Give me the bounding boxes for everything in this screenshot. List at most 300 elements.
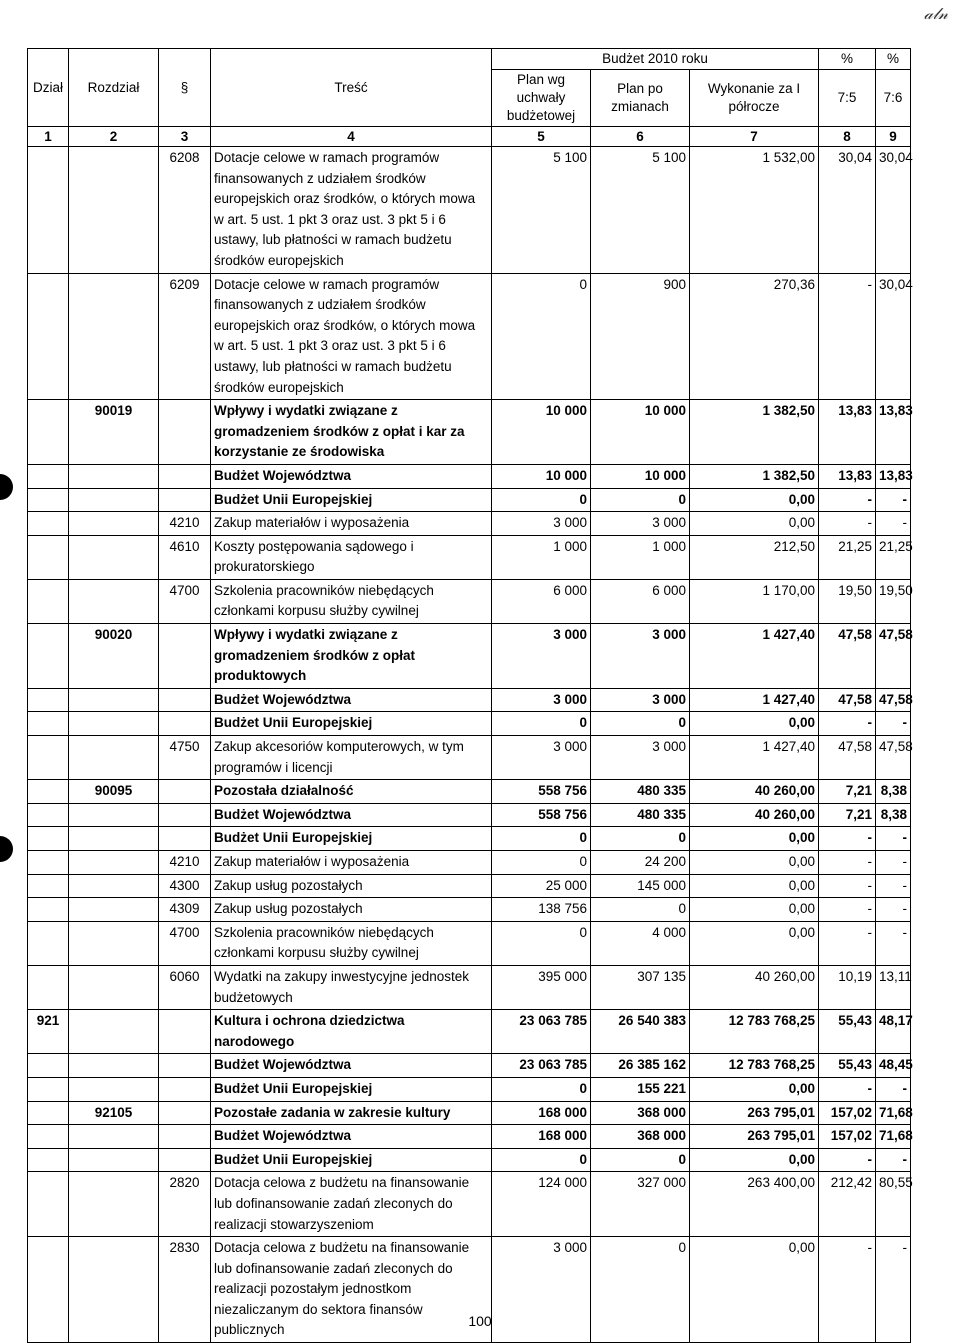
paragraf-cell [159, 688, 211, 712]
wykonanie-cell: 12 783 768,25 [690, 1010, 819, 1054]
plan-po-cell: 26 540 383 [591, 1010, 690, 1054]
plan-wg-cell: 1 000 [492, 535, 591, 579]
pct-7-5-cell: - [819, 1148, 876, 1172]
dzial-cell [28, 921, 69, 965]
table-row [28, 579, 911, 623]
rozdzial-cell [69, 965, 159, 1009]
plan-wg-cell: 0 [492, 488, 591, 512]
dzial-cell [28, 827, 69, 851]
dzial-cell [28, 874, 69, 898]
wykonanie-cell: 212,50 [690, 535, 819, 579]
wykonanie-cell: 263 795,01 [690, 1101, 819, 1125]
table-row [28, 851, 911, 875]
plan-wg-cell: 395 000 [492, 965, 591, 1009]
dzial-cell [28, 1054, 69, 1078]
table-row [28, 624, 911, 689]
wykonanie-cell: 263 795,01 [690, 1125, 819, 1149]
plan-po-cell: 6 000 [591, 579, 690, 623]
pct-7-6-cell: - [876, 712, 911, 736]
wykonanie-cell: 40 260,00 [690, 780, 819, 804]
header-plan-po: Plan po zmianach [591, 70, 690, 127]
pct-7-6-cell: - [876, 851, 911, 875]
rozdzial-cell [69, 535, 159, 579]
description-cell: Zakup usług pozostałych [211, 874, 492, 898]
paragraf-cell [159, 1077, 211, 1101]
table-row [28, 1148, 911, 1172]
description-cell: Szkolenia pracowników niebędących członkami korpusu służby cywilnej [211, 579, 492, 623]
col-number: 3 [159, 127, 211, 147]
plan-po-cell: 0 [591, 1237, 690, 1343]
pct-7-5-cell: 47,58 [819, 688, 876, 712]
plan-po-cell: 5 100 [591, 147, 690, 274]
rozdzial-cell [69, 1148, 159, 1172]
rozdzial-cell [69, 1125, 159, 1149]
table-row [28, 1077, 911, 1101]
pct-7-5-cell: - [819, 273, 876, 400]
wykonanie-cell: 0,00 [690, 512, 819, 536]
punch-hole-bottom [0, 836, 13, 862]
dzial-cell [28, 512, 69, 536]
pct-7-6-cell: - [876, 488, 911, 512]
paragraf-cell [159, 803, 211, 827]
wykonanie-cell: 40 260,00 [690, 965, 819, 1009]
description-cell: Budżet Unii Europejskiej [211, 712, 492, 736]
dzial-cell [28, 965, 69, 1009]
pct-7-5-cell: - [819, 512, 876, 536]
pct-7-6-cell: 80,55 [876, 1172, 911, 1237]
header-pct1-top: % [819, 49, 876, 70]
dzial-cell [28, 535, 69, 579]
description-cell: Pozostała działalność [211, 780, 492, 804]
wykonanie-cell: 1 382,50 [690, 400, 819, 465]
plan-wg-cell: 5 100 [492, 147, 591, 274]
paragraf-cell: 4610 [159, 535, 211, 579]
dzial-cell [28, 898, 69, 922]
dzial-cell [28, 736, 69, 780]
table-row [28, 827, 911, 851]
col-number: 2 [69, 127, 159, 147]
plan-po-cell: 1 000 [591, 535, 690, 579]
plan-wg-cell: 23 063 785 [492, 1010, 591, 1054]
wykonanie-cell: 0,00 [690, 874, 819, 898]
pct-7-5-cell: 47,58 [819, 624, 876, 689]
pct-7-5-cell: - [819, 488, 876, 512]
plan-wg-cell: 25 000 [492, 874, 591, 898]
rozdzial-cell: 90095 [69, 780, 159, 804]
pct-7-6-cell: 30,04 [876, 147, 911, 274]
table-row [28, 400, 911, 465]
plan-po-cell: 0 [591, 488, 690, 512]
rozdzial-cell [69, 1010, 159, 1054]
plan-po-cell: 480 335 [591, 780, 690, 804]
table-row [28, 921, 911, 965]
wykonanie-cell: 1 427,40 [690, 624, 819, 689]
wykonanie-cell: 1 382,50 [690, 464, 819, 488]
pct-7-5-cell: - [819, 712, 876, 736]
table-row [28, 1172, 911, 1237]
plan-po-cell: 24 200 [591, 851, 690, 875]
rozdzial-cell [69, 874, 159, 898]
dzial-cell [28, 851, 69, 875]
paragraf-cell: 6208 [159, 147, 211, 274]
description-cell: Budżet Województwa [211, 803, 492, 827]
paragraf-cell [159, 1010, 211, 1054]
table-row [28, 147, 911, 274]
pct-7-5-cell: 21,25 [819, 535, 876, 579]
paragraf-cell: 4750 [159, 736, 211, 780]
paragraf-cell [159, 1054, 211, 1078]
plan-wg-cell: 0 [492, 851, 591, 875]
wykonanie-cell: 0,00 [690, 851, 819, 875]
pct-7-6-cell: 48,17 [876, 1010, 911, 1054]
paragraf-cell: 4309 [159, 898, 211, 922]
description-cell: Zakup materiałów i wyposażenia [211, 512, 492, 536]
rozdzial-cell [69, 827, 159, 851]
plan-po-cell: 327 000 [591, 1172, 690, 1237]
wykonanie-cell: 263 400,00 [690, 1172, 819, 1237]
description-cell: Pozostałe zadania w zakresie kultury [211, 1101, 492, 1125]
col-number: 9 [876, 127, 911, 147]
paragraf-cell: 4700 [159, 921, 211, 965]
dzial-cell [28, 1125, 69, 1149]
rozdzial-cell [69, 1172, 159, 1237]
wykonanie-cell: 0,00 [690, 1237, 819, 1343]
paragraf-cell [159, 712, 211, 736]
pct-7-6-cell: 8,38 [876, 780, 911, 804]
paragraf-cell: 2830 [159, 1237, 211, 1343]
plan-wg-cell: 0 [492, 273, 591, 400]
plan-wg-cell: 23 063 785 [492, 1054, 591, 1078]
wykonanie-cell: 270,36 [690, 273, 819, 400]
plan-po-cell: 0 [591, 1148, 690, 1172]
table-row [28, 535, 911, 579]
plan-wg-cell: 0 [492, 1148, 591, 1172]
column-number-row [28, 127, 911, 147]
plan-po-cell: 0 [591, 898, 690, 922]
description-cell: Kultura i ochrona dziedzictwa narodowego [211, 1010, 492, 1054]
pct-7-6-cell: 21,25 [876, 535, 911, 579]
wykonanie-cell: 0,00 [690, 921, 819, 965]
plan-wg-cell: 3 000 [492, 736, 591, 780]
wykonanie-cell: 0,00 [690, 1077, 819, 1101]
pct-7-6-cell: 13,83 [876, 400, 911, 465]
plan-po-cell: 145 000 [591, 874, 690, 898]
rozdzial-cell [69, 1054, 159, 1078]
plan-wg-cell: 10 000 [492, 400, 591, 465]
plan-po-cell: 3 000 [591, 736, 690, 780]
plan-wg-cell: 558 756 [492, 803, 591, 827]
description-cell: Budżet Unii Europejskiej [211, 827, 492, 851]
pct-7-6-cell: - [876, 827, 911, 851]
plan-wg-cell: 0 [492, 921, 591, 965]
wykonanie-cell: 0,00 [690, 827, 819, 851]
rozdzial-cell [69, 1077, 159, 1101]
pct-7-5-cell: 157,02 [819, 1101, 876, 1125]
paragraf-cell: 4210 [159, 851, 211, 875]
rozdzial-cell [69, 712, 159, 736]
dzial-cell [28, 712, 69, 736]
description-cell: Wydatki na zakupy inwestycyjne jednostek budżetowych [211, 965, 492, 1009]
description-cell: Dotacja celowa z budżetu na finansowanie lub dofinansowanie zadań zleconych do realizacji stowarzyszeniom [211, 1172, 492, 1237]
plan-wg-cell: 6 000 [492, 579, 591, 623]
wykonanie-cell: 1 427,40 [690, 736, 819, 780]
plan-wg-cell: 0 [492, 1077, 591, 1101]
table-row [28, 1010, 911, 1054]
pct-7-5-cell: - [819, 1077, 876, 1101]
table-row [28, 488, 911, 512]
paragraf-cell [159, 1125, 211, 1149]
dzial-cell [28, 1101, 69, 1125]
header-pct2-top: % [876, 49, 911, 70]
pct-7-6-cell: 8,38 [876, 803, 911, 827]
wykonanie-cell: 12 783 768,25 [690, 1054, 819, 1078]
table-row [28, 780, 911, 804]
pct-7-6-cell: - [876, 1077, 911, 1101]
pct-7-5-cell: 19,50 [819, 579, 876, 623]
dzial-cell [28, 1077, 69, 1101]
rozdzial-cell [69, 803, 159, 827]
paragraf-cell [159, 827, 211, 851]
pct-7-6-cell: - [876, 1237, 911, 1343]
pct-7-5-cell: 7,21 [819, 803, 876, 827]
wykonanie-cell: 1 532,00 [690, 147, 819, 274]
description-cell: Budżet Unii Europejskiej [211, 1077, 492, 1101]
description-cell: Budżet Unii Europejskiej [211, 488, 492, 512]
wykonanie-cell: 0,00 [690, 1148, 819, 1172]
pct-7-5-cell: 10,19 [819, 965, 876, 1009]
col-number: 7 [690, 127, 819, 147]
pct-7-6-cell: 13,83 [876, 464, 911, 488]
plan-wg-cell: 3 000 [492, 688, 591, 712]
rozdzial-cell [69, 898, 159, 922]
paragraf-cell [159, 624, 211, 689]
handwritten-mark: 𝒶𝓁𝓃 [924, 4, 948, 23]
table-row [28, 712, 911, 736]
plan-po-cell: 3 000 [591, 512, 690, 536]
rozdzial-cell: 90020 [69, 624, 159, 689]
paragraf-cell [159, 464, 211, 488]
page-number: 100 [468, 1313, 492, 1329]
rozdzial-cell: 90019 [69, 400, 159, 465]
paragraf-cell: 4210 [159, 512, 211, 536]
plan-wg-cell: 168 000 [492, 1125, 591, 1149]
plan-po-cell: 3 000 [591, 624, 690, 689]
wykonanie-cell: 40 260,00 [690, 803, 819, 827]
table-row [28, 464, 911, 488]
table-row [28, 688, 911, 712]
pct-7-6-cell: - [876, 921, 911, 965]
col-number: 5 [492, 127, 591, 147]
pct-7-6-cell: - [876, 874, 911, 898]
pct-7-5-cell: 30,04 [819, 147, 876, 274]
pct-7-6-cell: - [876, 512, 911, 536]
wykonanie-cell: 1 427,40 [690, 688, 819, 712]
table-row [28, 1125, 911, 1149]
table-row [28, 965, 911, 1009]
description-cell: Budżet Unii Europejskiej [211, 1148, 492, 1172]
rozdzial-cell [69, 488, 159, 512]
rozdzial-cell [69, 464, 159, 488]
dzial-cell [28, 688, 69, 712]
col-number: 8 [819, 127, 876, 147]
dzial-cell [28, 803, 69, 827]
pct-7-5-cell: 157,02 [819, 1125, 876, 1149]
description-cell: Koszty postępowania sądowego i prokuratorskiego [211, 535, 492, 579]
pct-7-6-cell: 13,11 [876, 965, 911, 1009]
pct-7-6-cell: 47,58 [876, 688, 911, 712]
col-number: 4 [211, 127, 492, 147]
rozdzial-cell [69, 688, 159, 712]
header-pct1-bot: 7:5 [819, 70, 876, 127]
paragraf-cell [159, 1148, 211, 1172]
plan-po-cell: 0 [591, 712, 690, 736]
col-number: 1 [28, 127, 69, 147]
plan-po-cell: 480 335 [591, 803, 690, 827]
header-tresc: Treść [211, 49, 492, 127]
pct-7-6-cell: 48,45 [876, 1054, 911, 1078]
pct-7-5-cell: - [819, 827, 876, 851]
description-cell: Budżet Województwa [211, 1125, 492, 1149]
plan-po-cell: 26 385 162 [591, 1054, 690, 1078]
pct-7-5-cell: 55,43 [819, 1010, 876, 1054]
pct-7-5-cell: 13,83 [819, 400, 876, 465]
table-row [28, 874, 911, 898]
paragraf-cell: 4300 [159, 874, 211, 898]
header-budzet-group: Budżet 2010 roku [492, 49, 819, 70]
description-cell: Budżet Województwa [211, 1054, 492, 1078]
description-cell: Wpływy i wydatki związane z gromadzeniem środków z opłat i kar za korzystanie ze środowiska [211, 400, 492, 465]
pct-7-5-cell: - [819, 874, 876, 898]
dzial-cell [28, 147, 69, 274]
rozdzial-cell [69, 579, 159, 623]
table-row [28, 736, 911, 780]
paragraf-cell [159, 400, 211, 465]
paragraf-cell: 6209 [159, 273, 211, 400]
table-row [28, 803, 911, 827]
plan-po-cell: 0 [591, 827, 690, 851]
pct-7-6-cell: 71,68 [876, 1125, 911, 1149]
header-dzial: Dział [28, 49, 69, 127]
pct-7-6-cell: - [876, 1148, 911, 1172]
dzial-cell [28, 1148, 69, 1172]
pct-7-6-cell: 30,04 [876, 273, 911, 400]
plan-po-cell: 3 000 [591, 688, 690, 712]
plan-wg-cell: 124 000 [492, 1172, 591, 1237]
paragraf-cell [159, 488, 211, 512]
col-number: 6 [591, 127, 690, 147]
pct-7-5-cell: - [819, 921, 876, 965]
plan-po-cell: 900 [591, 273, 690, 400]
paragraf-cell: 4700 [159, 579, 211, 623]
paragraf-cell: 2820 [159, 1172, 211, 1237]
description-cell: Zakup akcesoriów komputerowych, w tym programów i licencji [211, 736, 492, 780]
header-pct2-bot: 7:6 [876, 70, 911, 127]
pct-7-5-cell: 13,83 [819, 464, 876, 488]
description-cell: Szkolenia pracowników niebędących członkami korpusu służby cywilnej [211, 921, 492, 965]
paragraf-cell [159, 780, 211, 804]
pct-7-5-cell: 7,21 [819, 780, 876, 804]
header-paragraf: § [159, 49, 211, 127]
wykonanie-cell: 0,00 [690, 712, 819, 736]
pct-7-5-cell: 47,58 [819, 736, 876, 780]
dzial-cell: 921 [28, 1010, 69, 1054]
pct-7-5-cell: 212,42 [819, 1172, 876, 1237]
rozdzial-cell: 92105 [69, 1101, 159, 1125]
plan-po-cell: 307 135 [591, 965, 690, 1009]
plan-po-cell: 4 000 [591, 921, 690, 965]
dzial-cell [28, 400, 69, 465]
plan-po-cell: 368 000 [591, 1101, 690, 1125]
header-rozdzial: Rozdział [69, 49, 159, 127]
description-cell: Wpływy i wydatki związane z gromadzeniem środków z opłat produktowych [211, 624, 492, 689]
table-row [28, 1054, 911, 1078]
dzial-cell [28, 624, 69, 689]
rozdzial-cell [69, 736, 159, 780]
dzial-cell [28, 780, 69, 804]
header-wykonanie: Wykonanie za I półrocze [690, 70, 819, 127]
table-row [28, 898, 911, 922]
plan-po-cell: 155 221 [591, 1077, 690, 1101]
description-cell: Dotacje celowe w ramach programów finansowanych z udziałem środków europejskich oraz środków, o których mowa w art. 5 ust. 1 pkt 3 oraz ust. 3 pkt 5 i 6 ustawy, lub płatności w ramach budżetu środków europejskich [211, 147, 492, 274]
plan-wg-cell: 10 000 [492, 464, 591, 488]
plan-wg-cell: 3 000 [492, 1237, 591, 1343]
plan-wg-cell: 168 000 [492, 1101, 591, 1125]
plan-po-cell: 10 000 [591, 464, 690, 488]
dzial-cell [28, 464, 69, 488]
rozdzial-cell [69, 851, 159, 875]
wykonanie-cell: 1 170,00 [690, 579, 819, 623]
pct-7-5-cell: - [819, 1237, 876, 1343]
table-row [28, 512, 911, 536]
description-cell: Dotacje celowe w ramach programów finansowanych z udziałem środków europejskich oraz środków, o których mowa w art. 5 ust. 1 pkt 3 oraz ust. 3 pkt 5 i 6 ustawy, lub płatności w ramach budżetu środków europejskich [211, 273, 492, 400]
pct-7-6-cell: - [876, 898, 911, 922]
plan-wg-cell: 3 000 [492, 624, 591, 689]
wykonanie-cell: 0,00 [690, 898, 819, 922]
dzial-cell [28, 488, 69, 512]
wykonanie-cell: 0,00 [690, 488, 819, 512]
plan-po-cell: 10 000 [591, 400, 690, 465]
dzial-cell [28, 579, 69, 623]
pct-7-6-cell: 47,58 [876, 736, 911, 780]
rozdzial-cell [69, 273, 159, 400]
plan-po-cell: 368 000 [591, 1125, 690, 1149]
description-cell: Budżet Województwa [211, 688, 492, 712]
pct-7-5-cell: - [819, 851, 876, 875]
plan-wg-cell: 558 756 [492, 780, 591, 804]
table-row [28, 1101, 911, 1125]
rozdzial-cell [69, 512, 159, 536]
description-cell: Zakup usług pozostałych [211, 898, 492, 922]
description-cell: Dotacja celowa z budżetu na finansowanie lub dofinansowanie zadań zleconych do realizacji pozostałym jednostkom niezaliczanym do sektora finansów publicznych [211, 1237, 492, 1343]
plan-wg-cell: 138 756 [492, 898, 591, 922]
dzial-cell [28, 273, 69, 400]
header-plan-wg: Plan wg uchwały budżetowej [492, 70, 591, 127]
pct-7-5-cell: 55,43 [819, 1054, 876, 1078]
paragraf-cell: 6060 [159, 965, 211, 1009]
plan-wg-cell: 0 [492, 827, 591, 851]
budget-table [27, 48, 911, 1343]
plan-wg-cell: 3 000 [492, 512, 591, 536]
description-cell: Budżet Województwa [211, 464, 492, 488]
description-cell: Zakup materiałów i wyposażenia [211, 851, 492, 875]
pct-7-6-cell: 71,68 [876, 1101, 911, 1125]
rozdzial-cell [69, 921, 159, 965]
pct-7-6-cell: 47,58 [876, 624, 911, 689]
paragraf-cell [159, 1101, 211, 1125]
punch-hole-top [0, 474, 13, 500]
dzial-cell [28, 1172, 69, 1237]
pct-7-5-cell: - [819, 898, 876, 922]
